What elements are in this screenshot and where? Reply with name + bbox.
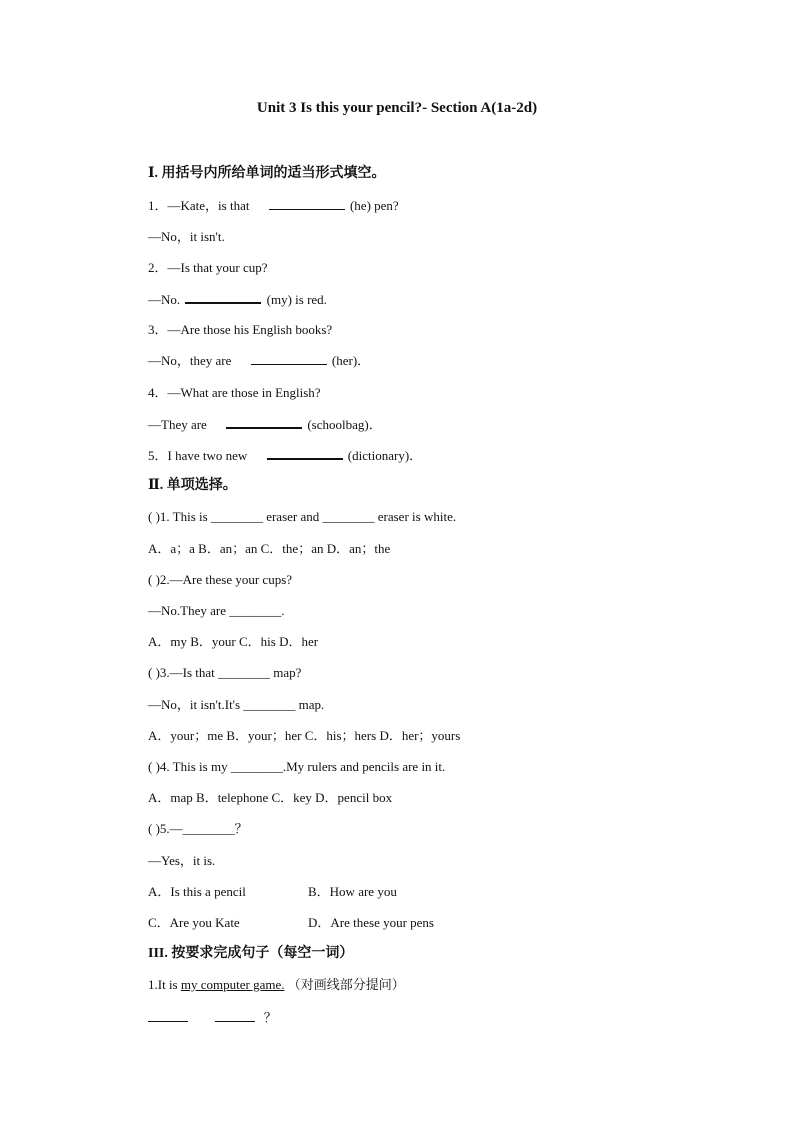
- s2-q3-question: ( )3.—Is that ________ map?: [148, 665, 302, 680]
- page-title: Unit 3 Is this your pencil?- Section A(1a-2d): [256, 100, 538, 116]
- s2-q2-options: A．my B．your C．his D．her: [148, 634, 319, 649]
- s1-q1-text-pre: 1．—Kate，is that: [148, 198, 250, 213]
- s1-q4-blank[interactable]: [226, 415, 302, 429]
- s2-q5-answer: —Yes，it is.: [148, 853, 216, 868]
- s2-q4-options: A．map B．telephone C．key D．pencil box: [148, 790, 393, 805]
- s2-q1-question: ( )1. This is ________ eraser and ________ eraser is white.: [148, 509, 457, 524]
- s3-q1-blank-2[interactable]: [215, 1009, 255, 1022]
- s1-q2-answer: [148, 290, 327, 309]
- s1-q1-question: [148, 197, 399, 215]
- s2-q2-question: ( )2.—Are these your cups?: [148, 572, 293, 587]
- s3-q1-instruction: （对画线部分提问）: [287, 977, 405, 992]
- s1-q1-answer: —No，it isn't.: [148, 229, 225, 244]
- s3-q1-question-mark: ？: [263, 1010, 277, 1025]
- s2-q5-option-c: C．Are you Kate: [148, 915, 240, 930]
- s2-q5-option-d: D．Are these your pens: [308, 915, 434, 930]
- s1-q5-question: [148, 446, 422, 465]
- s1-q2-text-post: (my) is red.: [266, 292, 327, 307]
- s1-q4-answer: [148, 415, 382, 434]
- section-1-heading: Ⅰ. 用括号内所给单词的适当形式填空。: [148, 166, 386, 181]
- s2-q4-question: ( )4. This is my ________.My rulers and pencils are in it.: [148, 759, 446, 774]
- s2-q5-question: ( )5.—________？: [148, 821, 248, 836]
- s3-q1-underlined-part: my computer game.: [180, 977, 285, 992]
- s1-q2-text-pre: —No.: [148, 292, 181, 307]
- s1-q3-text-pre: —No，they are: [148, 353, 232, 368]
- s1-q4-text-pre: —They are: [148, 417, 207, 432]
- s1-q3-blank[interactable]: [251, 352, 327, 365]
- s2-q5-option-b: B．How are you: [308, 884, 397, 899]
- s3-q1-question: [148, 976, 405, 994]
- s2-q2-answer: —No.They are ________.: [148, 603, 285, 618]
- s1-q3-answer: [148, 352, 370, 370]
- s1-q4-text-post: (schoolbag)．: [307, 417, 382, 432]
- s1-q3-question: 3．—Are those his English books?: [148, 322, 333, 337]
- s1-q1-blank[interactable]: [269, 197, 345, 210]
- s1-q3-text-post: (her)．: [331, 353, 371, 368]
- s3-q1-blank-1[interactable]: [148, 1009, 188, 1022]
- s1-q5-text-pre: 5．I have two new: [148, 448, 248, 463]
- s3-q1-answer-line: [148, 1009, 277, 1027]
- s2-q3-options: A．your；me B．your；her C．his；hers D．her；yours: [148, 728, 461, 743]
- s1-q5-text-post: (dictionary)．: [347, 448, 423, 463]
- s3-q1-text-pre: 1.It is: [148, 977, 178, 992]
- s2-q5-option-a: A．Is this a pencil: [148, 884, 246, 899]
- s1-q1-text-post: (he) pen?: [349, 198, 399, 213]
- s1-q5-blank[interactable]: [267, 446, 343, 460]
- s2-q3-answer: —No，it isn't.It's ________ map.: [148, 697, 325, 712]
- section-3-heading: III. 按要求完成句子（每空一词）: [148, 946, 354, 961]
- section-2-heading: Ⅱ. 单项选择。: [148, 478, 237, 493]
- s1-q2-blank[interactable]: [185, 290, 261, 304]
- s1-q2-question: 2．—Is that your cup?: [148, 260, 268, 275]
- s2-q1-options: A．a；a B．an；an C．the；an D．an；the: [148, 541, 391, 556]
- s1-q4-question: 4．—What are those in English?: [148, 385, 321, 400]
